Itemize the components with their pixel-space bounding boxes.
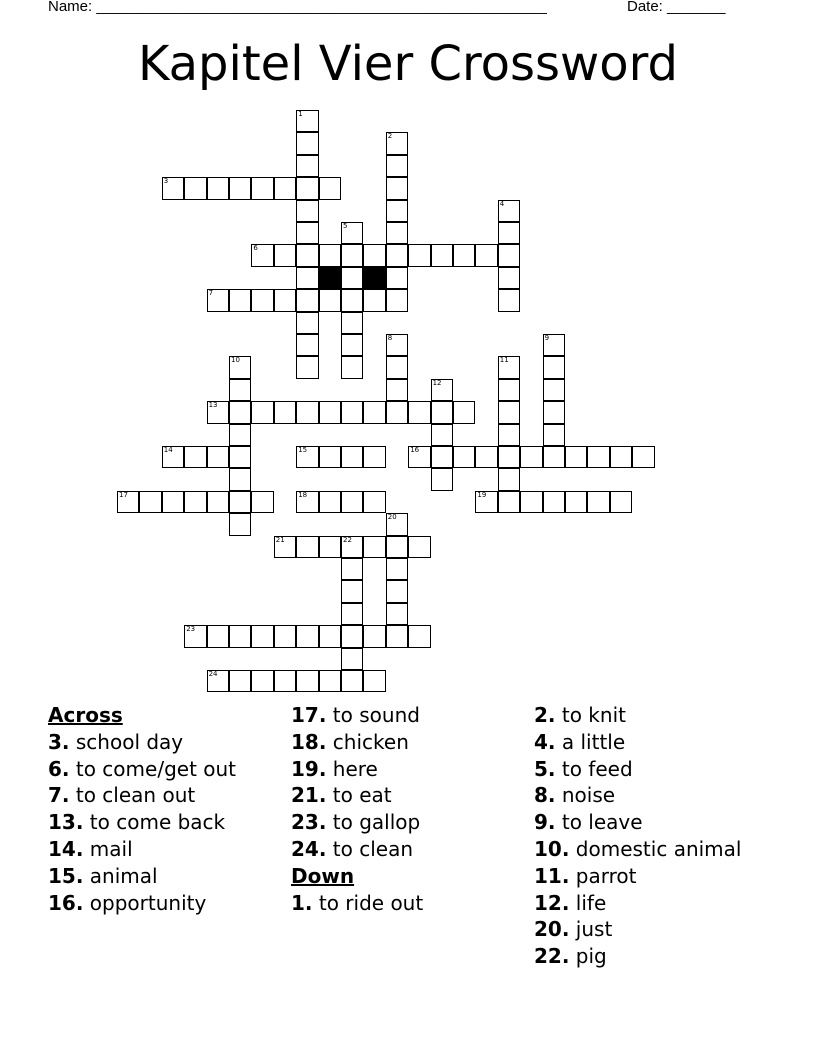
crossword-cell[interactable] [341, 625, 363, 647]
clue-item-number: 17. [291, 703, 327, 727]
crossword-cell[interactable] [453, 244, 475, 266]
crossword-cell[interactable] [341, 334, 363, 356]
clue-item-number: 4. [534, 729, 556, 754]
crossword-cell[interactable] [296, 267, 318, 289]
crossword-cell[interactable] [520, 491, 542, 513]
clue-item [534, 729, 741, 756]
crossword-cell[interactable] [498, 267, 520, 289]
crossword-cell[interactable] [229, 625, 251, 647]
clue-item-text: to leave [561, 810, 643, 835]
clue-item-text: chicken [332, 729, 409, 754]
clue-item-text: to sound [332, 703, 420, 727]
crossword-cell[interactable] [408, 536, 430, 558]
crossword-cell[interactable] [386, 558, 408, 580]
crossword-cell[interactable] [296, 222, 318, 244]
crossword-cell[interactable] [296, 625, 318, 647]
crossword-cell[interactable] [274, 244, 296, 266]
crossword-cell[interactable] [543, 401, 565, 423]
crossword-cell[interactable] [184, 491, 206, 513]
crossword-cell[interactable] [408, 401, 430, 423]
clue-item-number: 7. [48, 783, 70, 808]
crossword-cell[interactable] [296, 491, 318, 513]
crossword-cell[interactable] [341, 580, 363, 602]
clue-item [534, 863, 741, 890]
crossword-cell[interactable] [251, 491, 273, 513]
crossword-cell[interactable] [229, 289, 251, 311]
clue-item-text: here [332, 756, 378, 781]
crossword-cell[interactable] [184, 177, 206, 199]
crossword-cell[interactable] [296, 132, 318, 154]
crossword-cell[interactable] [296, 289, 318, 311]
crossword-cell[interactable] [386, 513, 408, 535]
crossword-cell[interactable] [363, 401, 385, 423]
crossword-cell[interactable] [229, 670, 251, 692]
crossword-cell[interactable] [229, 401, 251, 423]
clue-column-2 [291, 702, 423, 916]
date-field-label: Date: _______ [627, 0, 726, 15]
clue-item [291, 809, 423, 836]
clue-number: 15 [298, 446, 308, 454]
crossword-cell[interactable] [207, 491, 229, 513]
clue-item [48, 729, 236, 756]
clue-item [291, 702, 423, 729]
crossword-cell[interactable] [386, 244, 408, 266]
clue-item-text: pig [575, 944, 607, 969]
crossword-cell[interactable] [251, 401, 273, 423]
crossword-cell[interactable] [319, 177, 341, 199]
crossword-cell[interactable] [341, 222, 363, 244]
crossword-cell[interactable] [229, 513, 251, 535]
clue-item-number: 19. [291, 756, 327, 781]
crossword-cell[interactable] [543, 491, 565, 513]
clue-item-text: to eat [332, 783, 392, 808]
clue-number: 20 [387, 513, 397, 522]
crossword-cell[interactable] [498, 379, 520, 401]
clue-item-number: 10. [534, 836, 570, 861]
crossword-cell[interactable] [341, 267, 363, 289]
crossword-cell[interactable] [543, 334, 565, 356]
clue-section-heading: Down [291, 863, 355, 888]
clue-number: 3 [163, 177, 169, 186]
crossword-cell[interactable] [296, 401, 318, 423]
crossword-cell[interactable] [386, 356, 408, 378]
crossword-cell[interactable] [386, 177, 408, 199]
clue-item-text: opportunity [89, 890, 207, 915]
crossword-cell[interactable] [319, 670, 341, 692]
crossword-cell[interactable] [229, 446, 251, 468]
clue-item [534, 890, 741, 917]
crossword-cell[interactable] [543, 379, 565, 401]
crossword-cell[interactable] [386, 603, 408, 625]
crossword-cell[interactable] [117, 491, 139, 513]
crossword-cell[interactable] [341, 356, 363, 378]
clue-item-text: to ride out [318, 890, 424, 915]
clue-item-number: 15. [48, 863, 84, 888]
crossword-cell[interactable] [431, 468, 453, 490]
clue-number: 10 [231, 356, 240, 365]
crossword-cell[interactable] [296, 110, 318, 132]
clue-number: 2 [387, 132, 393, 141]
crossword-cell[interactable] [296, 670, 318, 692]
clue-column-1 [48, 702, 236, 916]
crossword-cell[interactable] [565, 491, 587, 513]
crossword-cell[interactable] [251, 244, 273, 266]
crossword-cell[interactable] [363, 244, 385, 266]
clue-item-number: 23. [291, 810, 327, 835]
clue-item [534, 756, 741, 783]
crossword-cell[interactable] [207, 625, 229, 647]
clue-item-number: 8. [534, 783, 556, 808]
clue-item [291, 890, 423, 917]
crossword-cell[interactable] [251, 670, 273, 692]
crossword-cell[interactable] [431, 379, 453, 401]
crossword-cell[interactable] [363, 289, 385, 311]
crossword-cell[interactable] [363, 491, 385, 513]
crossword-cell[interactable] [296, 334, 318, 356]
crossword-cell[interactable] [341, 558, 363, 580]
clue-item-number: 21. [291, 783, 327, 808]
crossword-cell[interactable] [341, 244, 363, 266]
clue-section-heading: Across [48, 703, 123, 727]
clue-number: 11 [499, 356, 509, 365]
crossword-cell[interactable] [296, 446, 318, 468]
crossword-cell[interactable] [498, 468, 520, 490]
crossword-cell[interactable] [453, 446, 475, 468]
clue-item [291, 756, 423, 783]
crossword-cell[interactable] [386, 132, 408, 154]
crossword-cell[interactable] [162, 446, 184, 468]
crossword-cell[interactable] [386, 289, 408, 311]
clue-item-text: to knit [561, 703, 626, 727]
crossword-cell[interactable] [274, 177, 296, 199]
clue-number: 21 [275, 535, 285, 544]
crossword-cell[interactable] [296, 200, 318, 222]
clue-number: 24 [208, 670, 218, 678]
clue-item-text: to come back [89, 810, 226, 835]
crossword-cell[interactable] [341, 289, 363, 311]
crossword-cell[interactable] [498, 356, 520, 378]
crossword-cell[interactable] [498, 244, 520, 266]
crossword-cell[interactable] [386, 222, 408, 244]
clue-item-text: school day [75, 729, 184, 754]
clue-item [48, 890, 236, 917]
crossword-cell[interactable] [274, 625, 296, 647]
page-title: Kapitel Vier Crossword [138, 36, 678, 92]
crossword-cell[interactable] [207, 177, 229, 199]
crossword-cell[interactable] [274, 289, 296, 311]
clue-item [291, 836, 423, 863]
crossword-cell[interactable] [363, 446, 385, 468]
clue-item [48, 756, 236, 783]
clue-item-number: 16. [48, 890, 84, 915]
clue-item-number: 13. [48, 810, 84, 835]
crossword-cell[interactable] [543, 424, 565, 446]
clue-item-number: 2. [534, 703, 556, 727]
clue-item-number: 12. [534, 890, 570, 915]
clue-number: 14 [163, 446, 173, 454]
crossword-cell[interactable] [296, 356, 318, 378]
name-field-label: Name: ______________________________________________________ [48, 0, 547, 15]
clue-number: 19 [477, 490, 487, 499]
crossword-cell[interactable] [229, 424, 251, 446]
clue-item-text: domestic animal [575, 836, 742, 861]
clue-item-text: noise [561, 783, 616, 808]
clue-item [534, 809, 741, 836]
clue-item-number: 5. [534, 756, 556, 781]
crossword-cell[interactable] [587, 491, 609, 513]
crossword-cell[interactable] [207, 446, 229, 468]
crossword-cell[interactable] [386, 334, 408, 356]
crossword-cell[interactable] [431, 446, 453, 468]
crossword-cell[interactable] [610, 446, 632, 468]
crossword-cell[interactable] [229, 177, 251, 199]
clue-number: 18 [298, 490, 308, 499]
crossword-cell[interactable] [408, 446, 430, 468]
blocked-cell [363, 267, 385, 289]
crossword-cell[interactable] [498, 424, 520, 446]
crossword-cell[interactable] [162, 177, 184, 199]
crossword-cell[interactable] [431, 244, 453, 266]
clue-item-text: just [575, 917, 613, 942]
clue-item-text: life [575, 890, 607, 915]
clue-number: 17 [119, 490, 128, 499]
crossword-cell[interactable] [341, 670, 363, 692]
crossword-cell[interactable] [386, 267, 408, 289]
clue-item-text: to come/get out [75, 756, 237, 781]
crossword-cell[interactable] [543, 446, 565, 468]
clue-item [48, 863, 236, 890]
clue-number: 5 [343, 222, 348, 230]
clue-number: 13 [208, 401, 218, 410]
crossword-cell[interactable] [229, 379, 251, 401]
crossword-cell[interactable] [386, 379, 408, 401]
crossword-cell[interactable] [475, 244, 497, 266]
crossword-cell[interactable] [229, 356, 251, 378]
crossword-cell[interactable] [475, 491, 497, 513]
crossword-cell[interactable] [632, 446, 654, 468]
crossword-cell[interactable] [498, 222, 520, 244]
crossword-cell[interactable] [520, 446, 542, 468]
crossword-cell[interactable] [229, 468, 251, 490]
crossword-cell[interactable] [498, 200, 520, 222]
crossword-cell[interactable] [319, 446, 341, 468]
crossword-cell[interactable] [610, 491, 632, 513]
crossword-cell[interactable] [363, 536, 385, 558]
crossword-cell[interactable] [341, 491, 363, 513]
clue-item [291, 729, 423, 756]
crossword-cell[interactable] [319, 401, 341, 423]
crossword-cell[interactable] [251, 177, 273, 199]
crossword-cell[interactable] [207, 401, 229, 423]
clue-number: 22 [343, 535, 352, 544]
clue-item-text: mail [89, 836, 133, 861]
crossword-cell[interactable] [431, 424, 453, 446]
crossword-cell[interactable] [162, 491, 184, 513]
crossword-cell[interactable] [565, 446, 587, 468]
clue-item [534, 702, 741, 729]
crossword-cell[interactable] [319, 625, 341, 647]
clue-item-text: to gallop [332, 810, 421, 835]
crossword-cell[interactable] [319, 536, 341, 558]
clue-item-text: to feed [561, 756, 633, 781]
crossword-cell[interactable] [431, 401, 453, 423]
crossword-cell[interactable] [363, 670, 385, 692]
crossword-cell[interactable] [341, 603, 363, 625]
clue-number: 7 [208, 289, 214, 298]
crossword-cell[interactable] [453, 401, 475, 423]
crossword-cell[interactable] [296, 244, 318, 266]
clue-item-number: 18. [291, 729, 327, 754]
clue-column-3 [534, 702, 741, 970]
clue-item-number: 3. [48, 729, 70, 754]
clue-number: 23 [186, 625, 196, 634]
crossword-cell[interactable] [408, 244, 430, 266]
crossword-cell[interactable] [386, 200, 408, 222]
crossword-cell[interactable] [184, 625, 206, 647]
crossword-cell[interactable] [587, 446, 609, 468]
crossword-cell[interactable] [386, 536, 408, 558]
crossword-cell[interactable] [341, 648, 363, 670]
clue-item [291, 782, 423, 809]
clue-number: 4 [499, 199, 505, 208]
crossword-cell[interactable] [274, 536, 296, 558]
crossword-cell[interactable] [319, 244, 341, 266]
crossword-cell[interactable] [184, 446, 206, 468]
crossword-cell[interactable] [319, 491, 341, 513]
clue-number: 9 [544, 334, 550, 342]
clue-item-number: 20. [534, 917, 570, 942]
clue-item [48, 809, 236, 836]
clue-number: 16 [410, 446, 420, 454]
clue-item-number: 6. [48, 756, 70, 781]
blocked-cell [319, 267, 341, 289]
crossword-cell[interactable] [296, 155, 318, 177]
clue-number: 8 [387, 334, 393, 342]
crossword-cell[interactable] [274, 670, 296, 692]
clue-item-text: to clean out [75, 783, 196, 808]
clue-item [534, 943, 741, 970]
crossword-cell[interactable] [386, 155, 408, 177]
clue-list [0, 700, 816, 969]
clue-item-number: 14. [48, 836, 84, 861]
clue-item-text: to clean [332, 836, 414, 861]
clue-item-number: 9. [534, 810, 556, 835]
crossword-cell[interactable] [386, 625, 408, 647]
crossword-cell[interactable] [408, 625, 430, 647]
crossword-cell[interactable] [363, 625, 385, 647]
crossword-cell[interactable] [139, 491, 161, 513]
crossword-cell[interactable] [498, 446, 520, 468]
clue-item-number: 22. [534, 944, 570, 969]
crossword-cell[interactable] [251, 289, 273, 311]
crossword-cell[interactable] [319, 289, 341, 311]
crossword-cell[interactable] [207, 289, 229, 311]
crossword-cell[interactable] [207, 670, 229, 692]
clue-item [534, 782, 741, 809]
crossword-cell[interactable] [341, 312, 363, 334]
crossword-cell[interactable] [296, 536, 318, 558]
clue-item [534, 836, 741, 863]
clue-number: 6 [253, 244, 258, 253]
crossword-cell[interactable] [386, 580, 408, 602]
clue-item-text: animal [89, 863, 158, 888]
crossword-cell[interactable] [498, 401, 520, 423]
crossword-cell[interactable] [251, 625, 273, 647]
clue-item-text: a little [561, 729, 626, 754]
clue-item [48, 836, 236, 863]
clue-item-number: 1. [291, 890, 313, 915]
clue-item [534, 916, 741, 943]
crossword-cell[interactable] [543, 356, 565, 378]
crossword-cell[interactable] [386, 401, 408, 423]
clue-number: 1 [298, 110, 303, 118]
clue-number: 12 [432, 378, 442, 387]
clue-item [48, 782, 236, 809]
crossword-cell[interactable] [341, 446, 363, 468]
clue-item-number: 24. [291, 836, 327, 861]
crossword-cell[interactable] [229, 491, 251, 513]
crossword-cell[interactable] [341, 401, 363, 423]
crossword-cell[interactable] [274, 401, 296, 423]
crossword-cell[interactable] [498, 289, 520, 311]
clue-item-text: parrot [575, 863, 637, 888]
crossword-cell[interactable] [296, 177, 318, 199]
clue-item-number: 11. [534, 863, 570, 888]
crossword-cell[interactable] [498, 491, 520, 513]
crossword-cell[interactable] [341, 536, 363, 558]
crossword-cell[interactable] [296, 312, 318, 334]
crossword-cell[interactable] [475, 446, 497, 468]
